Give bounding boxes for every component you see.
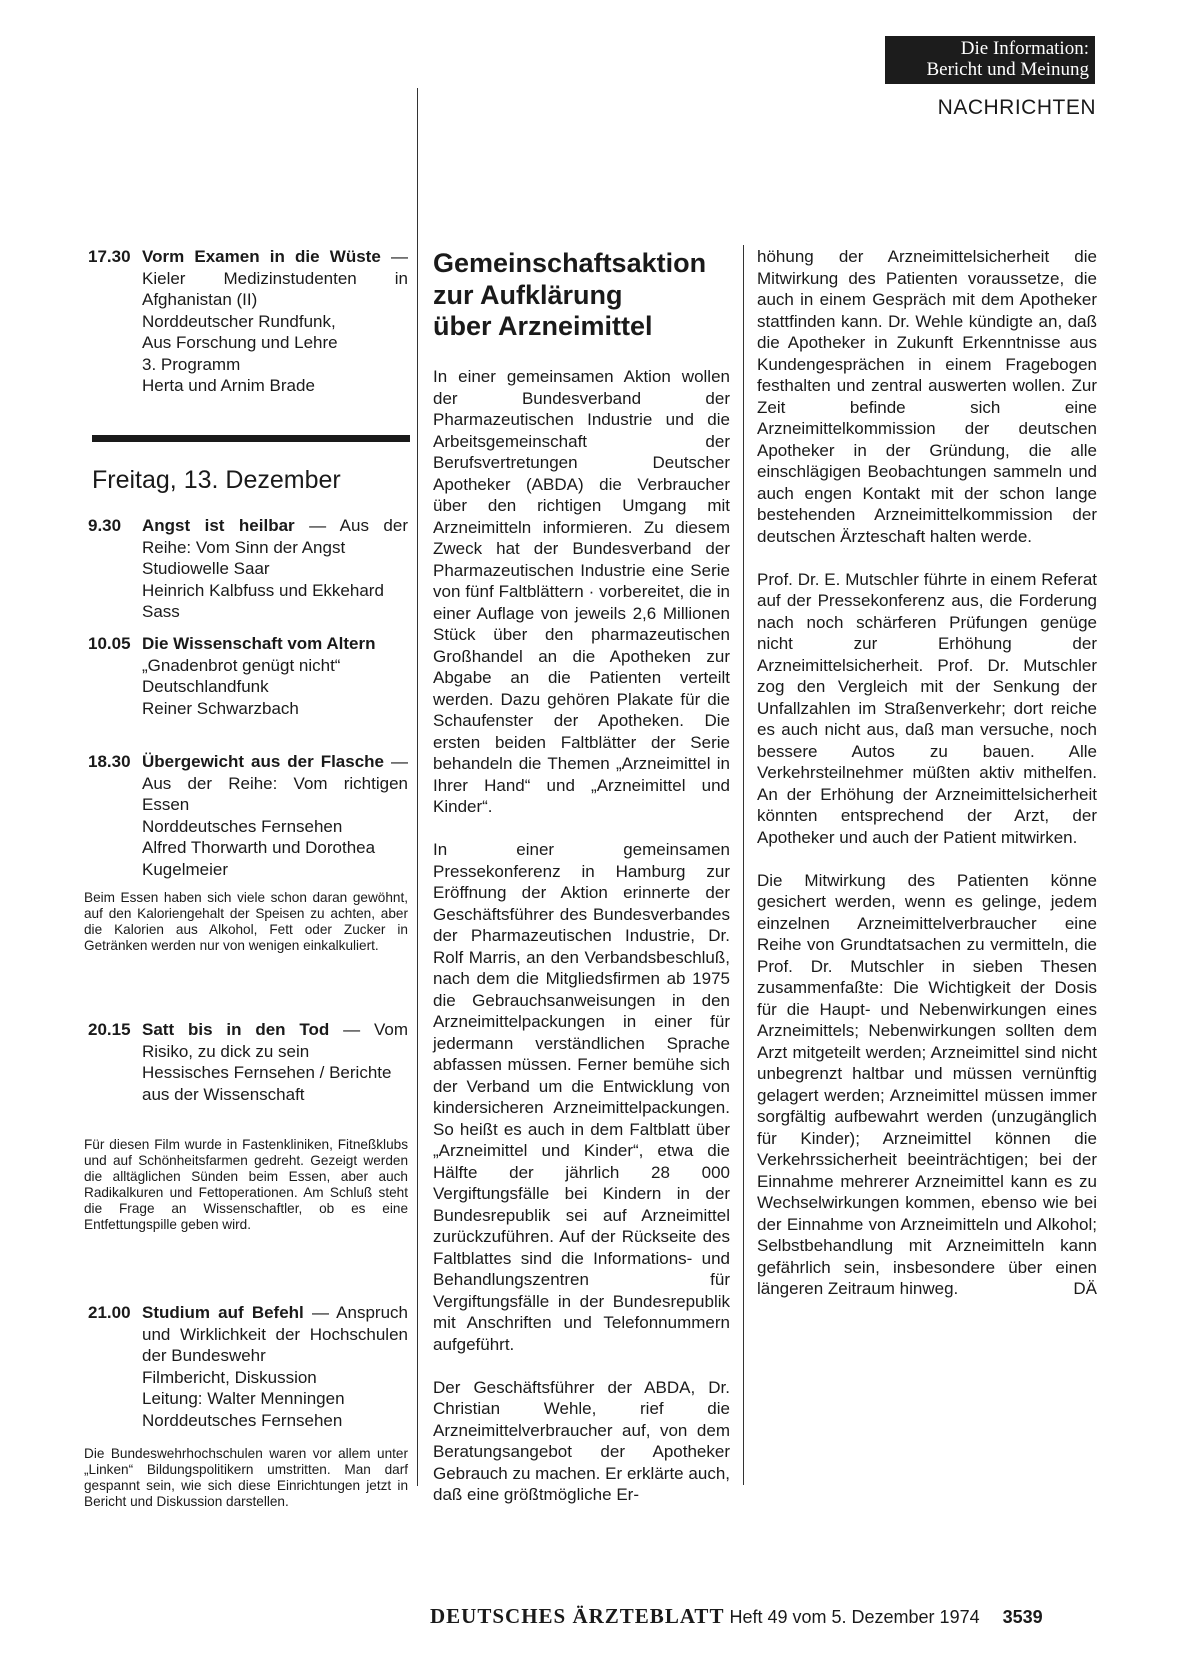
entry-line: Studiowelle Saar bbox=[142, 559, 270, 578]
entry-title: Angst ist heilbar bbox=[142, 516, 295, 535]
article-paragraph: In einer gemeinsamen Pressekonferenz in Hamburg zur Eröffnung der Aktion erinnerte der Geschäftsführer des Bundesverbandes der Pharmazeutischen Industrie, Dr. Rolf Marris, an den Verbandsbeschluß, nach dem die Mitgliedsfirmen ab 1975 die Gebrauchsanweisungen in den Arzneimittelpackungen in einer für jedermann verständlichen Sprache abfassen müssen. Ferner bemühe sich der Verband um die Entwicklung von kindersicheren Arzneimittelpackungen. So heißt es auch in dem Faltblatt über „Arzneimittel und Kinder“, etwa die Hälfte der jährlich 28 000 Vergiftungsfälle bei Kindern in der Bundesrepublik sei auf Arzneimittel zurückzuführen. Auf der Rückseite des Faltblattes sind die Informations- und Behandlungszentren für Vergiftungsfälle in der Bundesrepublik mit Anschriften und Telefonnummern aufgeführt. bbox=[433, 840, 730, 1354]
schedule-entry bbox=[88, 1019, 408, 1105]
entry-line: Norddeutsches Fernsehen bbox=[142, 816, 343, 836]
entry-line: — Aus der Reihe: Vom richtigen Essen bbox=[142, 752, 408, 814]
article-paragraph: Der Geschäftsführer der ABDA, Dr. Christian Wehle, rief die Arzneimittelverbraucher auf, von dem Beratungsangebot der Apotheker Gebrauch zu machen. Er erklärte auch, daß eine größtmögliche Er- bbox=[433, 1377, 730, 1504]
entry-title: Studium auf Befehl bbox=[142, 1303, 304, 1322]
entry-line: Norddeutsches Fernsehen bbox=[142, 1410, 343, 1430]
day-divider-bar bbox=[92, 435, 410, 442]
issue-info: Heft 49 vom 5. Dezember 1974 bbox=[729, 1607, 980, 1627]
entry-line: Alfred Thorwarth und Dorothea Kugelmeier bbox=[142, 838, 376, 879]
entry-time: 10.05 bbox=[88, 634, 131, 653]
schedule-entry bbox=[88, 751, 408, 880]
schedule-entry bbox=[88, 1302, 408, 1431]
rubric-line-1: Die Information: bbox=[960, 38, 1089, 59]
entry-title: Satt bis in den Tod bbox=[142, 1020, 330, 1039]
article-column-1 bbox=[433, 366, 730, 1527]
headline-line: Gemeinschaftsaktion bbox=[433, 248, 707, 278]
article-paragraph: Prof. Dr. E. Mutschler führte in einem Referat auf der Pressekonferenz aus, die Forderung nach noch schärferen Prüfungen genüge nicht zur Erhöhung der Arzneimittelsicherheit. Prof. Dr. Mutschler zog den Vergleich mit der Senkung der Unfallzahlen im Straßenverkehr; dort reiche es auch nicht aus, daß man versuche, noch bessere Autos zu bauen. Alle Verkehrsteilnehmer müßten aktiv mithelfen. An der Erhöhung der Arzneimittelsicherheit könnten entsprechend der Arzt, der Apotheker und auch der Patient mitwirken. bbox=[757, 569, 1097, 847]
entry-line: Hessisches Fernsehen / Berichte aus der Wissenschaft bbox=[142, 1063, 392, 1104]
entry-title: Übergewicht aus der Flasche bbox=[142, 752, 385, 771]
article-column-2 bbox=[757, 246, 1097, 1300]
article-paragraph bbox=[757, 870, 1097, 1300]
section-label: NACHRICHTEN bbox=[937, 96, 1096, 119]
entry-line: Herta und Arnim Brade bbox=[142, 376, 315, 395]
entry-line: — Aus der Reihe: Vom Sinn der Angst bbox=[142, 516, 408, 557]
entry-line: Deutschlandfunk bbox=[142, 677, 269, 696]
entry-line: „Gnadenbrot genügt nicht“ bbox=[142, 655, 341, 675]
rubric-line-2: Bericht und Meinung bbox=[926, 59, 1089, 80]
entry-time: 17.30 bbox=[88, 247, 131, 266]
entry-line: — Anspruch und Wirklichkeit der Hochschulen der Bundeswehr bbox=[142, 1303, 408, 1365]
schedule-entry bbox=[88, 246, 408, 397]
page-number: 3539 bbox=[1002, 1607, 1043, 1627]
entry-title: Die Wissenschaft vom Altern bbox=[142, 634, 376, 653]
headline-line: über Arzneimittel bbox=[433, 311, 653, 341]
entry-note: Beim Essen haben sich viele schon daran gewöhnt, auf den Kaloriengehalt der Speisen zu achten, aber die Kalorien aus Alkohol, Fett oder Zucker in Getränken werden nur von wenigen einkalkuliert. bbox=[84, 890, 408, 953]
headline-line: zur Aufklärung bbox=[433, 279, 623, 310]
entry-time: 9.30 bbox=[88, 516, 122, 535]
article-paragraph-text: Die Mitwirkung des Patienten könne gesichert werden, wenn es gelinge, jedem einzelnen Arzneimittelverbraucher eine Reihe von Grundtatsachen zu vermitteln, die Prof. Dr. Mutschler in sieben Thesen zusammenfaßte: Die Wichtigkeit der Dosis für die Haupt- und Nebenwirkungen eines Arzneimittels; Nebenwirkungen sollten dem Arzt mitgeteilt werden; Arzneimittel sind nicht unbegrenzt haltbar und müssen vernünftig gelagert werden; Arzneimittel müssen immer sorgfältig aufbewahrt werden (unzugänglich für Kinder); Arzneimittel können die Verkehrssicherheit beeinträchtigen; bei der Einnahme mehrerer Arzneimittel kann es zu Wechselwirkungen kommen, ebenso wie bei der Einnahme von Arzneimitteln und Alkohol; Selbstbehandlung mit Arzneimitteln kann gefährlich sein, insbesondere über einen längeren Zeitraum hinweg. bbox=[757, 870, 1097, 1298]
entry-line: Leitung: Walter Menningen bbox=[142, 1389, 345, 1408]
article-headline bbox=[433, 248, 733, 343]
masthead: DEUTSCHES ÄRZTEBLATT bbox=[430, 1604, 725, 1628]
article-paragraph: In einer gemeinsamen Aktion wollen der Bundesverband der Pharmazeutischen Industrie und die Arbeitsgemeinschaft der Berufsvertretungen Deutscher Apotheker (ABDA) die Verbraucher über den richtigen Umgang mit Arzneimitteln informieren. Zu diesem Zweck hat der Bundesverband der Pharmazeutischen Industrie eine Serie von fünf Faltblättern · vorbereitet, die in einer Auflage von jeweils 2,6 Millionen Stück über den pharmazeutischen Großhandel an die Apotheken zur Abgabe an die Patienten verteilt werden. Dazu gehören Plakate für die Schaufenster der Apotheken. Die ersten beiden Faltblätter der Serie behandeln die Themen „Arzneimittel in Ihrer Hand“ und „Arzneimittel und Kinder“. bbox=[433, 367, 730, 816]
entry-line: — Vom Risiko, zu dick zu sein bbox=[142, 1020, 408, 1061]
schedule-entry bbox=[88, 633, 408, 719]
entry-line: Norddeutscher Rundfunk, bbox=[142, 311, 336, 331]
page-footer bbox=[430, 1604, 1043, 1629]
entry-title: Vorm Examen in die Wüste bbox=[142, 247, 381, 266]
column-rule-left bbox=[417, 88, 418, 1486]
author-signature: DÄ bbox=[1073, 1279, 1097, 1298]
column-rule-right bbox=[743, 245, 744, 1485]
article-paragraph: höhung der Arzneimittelsicherheit die Mitwirkung des Patienten voraussetze, die auch in einem Gespräch mit dem Apotheker stattfinden kann. Dr. Wehle kündigte an, daß die Apotheker in Zukunft Erkenntnisse aus Kundengesprächen in einem Fragebogen festhalten und zentral auswerten wollen. Zur Zeit befinde sich eine Arzneimittelkommission der deutschen Apotheker in der Gründung, die alle einschlägigen Beobachtungen sammeln und auch engen Kontakt mit der schon lange bestehenden Arzneimittelkommission der deutschen Ärzteschaft halten werde. bbox=[757, 247, 1097, 546]
rubric-box bbox=[885, 36, 1095, 84]
schedule-entry bbox=[88, 515, 408, 623]
day-heading: Freitag, 13. Dezember bbox=[92, 466, 341, 494]
entry-time: 20.15 bbox=[88, 1020, 131, 1039]
entry-line: Filmbericht, Diskussion bbox=[142, 1367, 317, 1387]
entry-line: Aus Forschung und Lehre bbox=[142, 333, 338, 352]
entry-line: 3. Programm bbox=[142, 354, 241, 374]
entry-time: 18.30 bbox=[88, 752, 131, 771]
entry-note: Für diesen Film wurde in Fastenkliniken, Fitneßklubs und auf Schönheitsfarmen gedreht. Gezeigt werden die alltäglichen Sünden beim Essen, aber auch Radikalkuren und Fettoperationen. Am Schluß steht die Frage an Wissenschaftler, ob es eine Entfettungspille geben wird. bbox=[84, 1137, 408, 1232]
entry-line: Heinrich Kalbfuss und Ekkehard Sass bbox=[142, 580, 384, 621]
entry-note: Die Bundeswehrhochschulen waren vor allem unter „Linken“ Bildungspolitikern umstritten. Man darf gespannt sein, wie sich diese Einrichtungen jetzt in Bericht und Diskussion darstellen. bbox=[84, 1446, 408, 1509]
entry-line: Reiner Schwarzbach bbox=[142, 698, 299, 718]
entry-time: 21.00 bbox=[88, 1303, 131, 1322]
entry-line: — Kieler Medizinstudenten in Afghanistan (II) bbox=[142, 247, 408, 309]
